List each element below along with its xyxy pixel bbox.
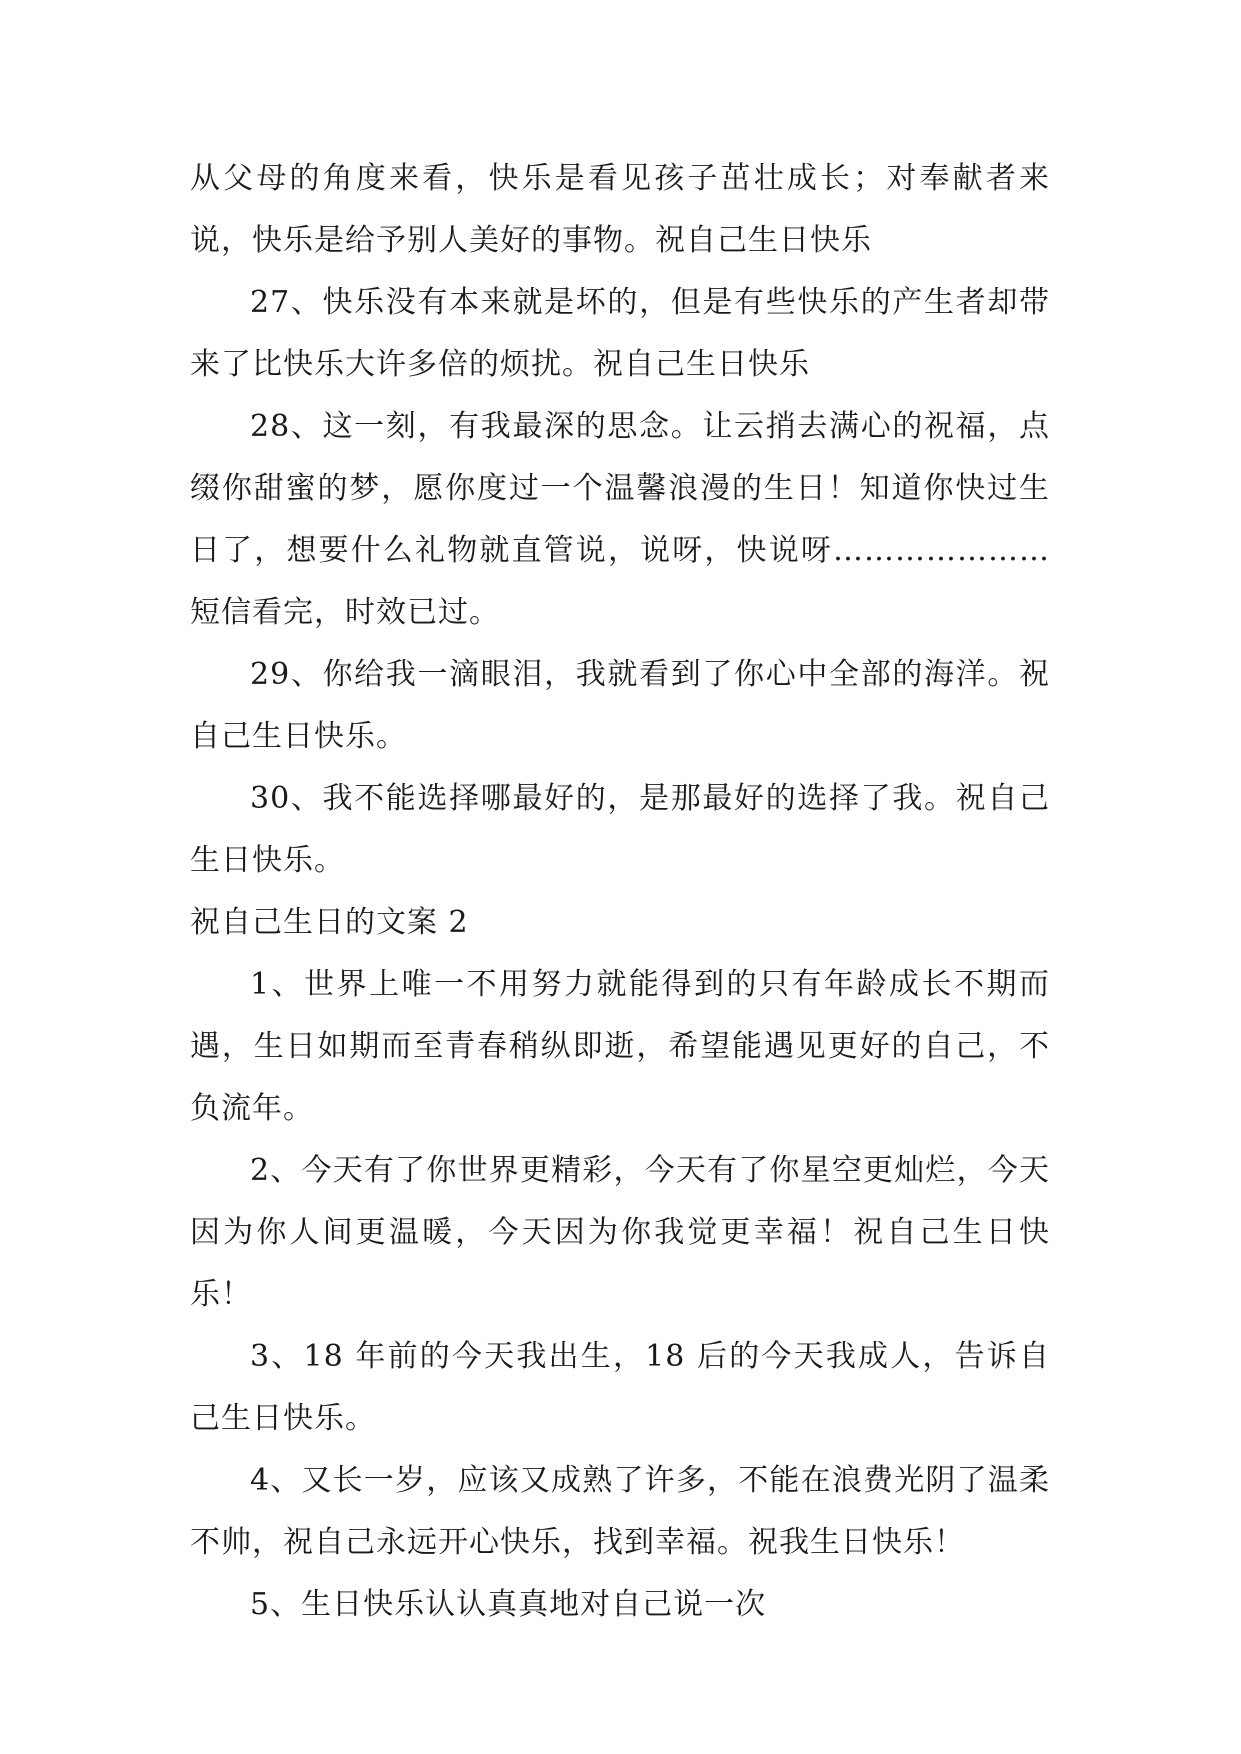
section-paragraph-1: 1、世界上唯一不用努力就能得到的只有年龄成长不期而遇，生日如期而至青春稍纵即逝，希望能遇见更好的自己，不负流年。	[190, 967, 1050, 1126]
section-paragraph-5: 5、生日快乐认认真真地对自己说一次	[250, 1587, 767, 1622]
section-paragraph-3: 3、18 年前的今天我出生，18 后的今天我成人，告诉自己生日快乐。	[190, 1339, 1050, 1436]
paragraph-30: 30、我不能选择哪最好的，是那最好的选择了我。祝自己生日快乐。	[190, 781, 1050, 878]
paragraph-29: 29、你给我一滴眼泪，我就看到了你心中全部的海洋。祝自己生日快乐。	[190, 657, 1050, 754]
paragraph-28: 28、这一刻，有我最深的思念。让云捎去满心的祝福，点缀你甜蜜的梦，愿你度过一个温馨浪漫的生日！知道你快过生日了，想要什么礼物就直管说，说呀，快说呀…………………短信看完，时效已过。	[190, 409, 1050, 630]
section-heading: 祝自己生日的文案 2	[190, 905, 469, 940]
paragraph-continued: 从父母的角度来看，快乐是看见孩子茁壮成长；对奉献者来说，快乐是给予别人美好的事物。祝自己生日快乐	[190, 161, 1050, 258]
document-body	[190, 148, 1050, 1636]
paragraph-27: 27、快乐没有本来就是坏的，但是有些快乐的产生者却带来了比快乐大许多倍的烦扰。祝自己生日快乐	[190, 285, 1050, 382]
section-paragraph-4: 4、又长一岁，应该又成熟了许多，不能在浪费光阴了温柔不帅，祝自己永远开心快乐，找到幸福。祝我生日快乐！	[190, 1463, 1050, 1560]
section-paragraph-2: 2、今天有了你世界更精彩，今天有了你星空更灿烂，今天因为你人间更温暖，今天因为你我觉更幸福！祝自己生日快乐！	[190, 1153, 1050, 1312]
